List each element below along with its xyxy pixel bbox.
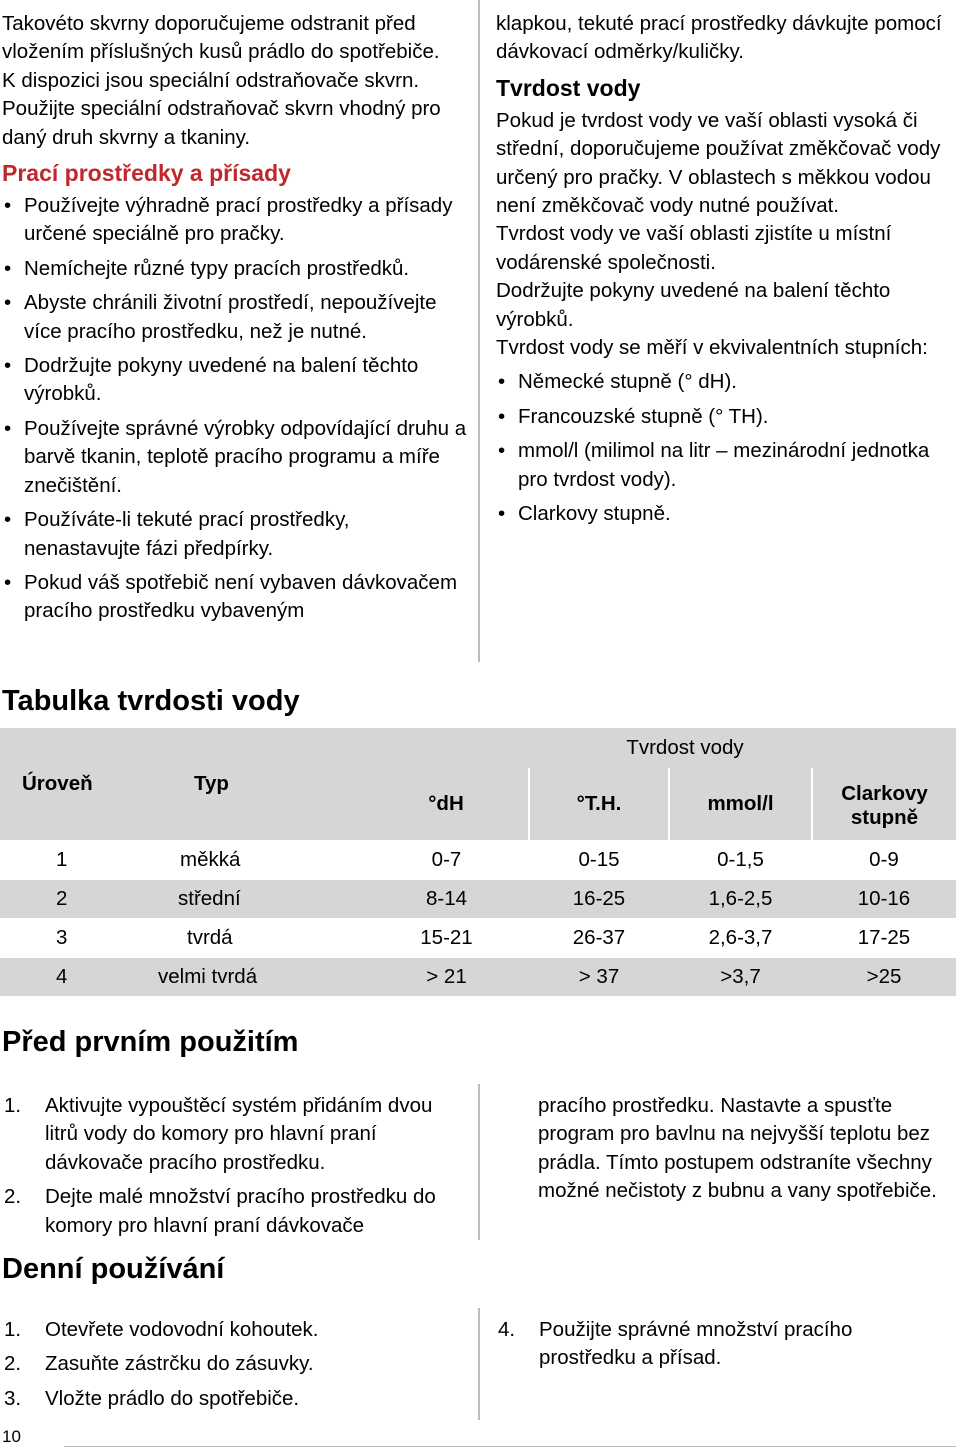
list-item: [2, 1385, 470, 1413]
cell-level: 4: [0, 957, 138, 996]
hardness-paragraph-1: Pokud je tvrdost vody ve vaší oblasti vysoká či střední, doporučujeme používat změkčovač vody určený pro pračky. V oblastech s měkkou vodou není změkčovač vody nutné používat.: [496, 108, 941, 218]
step-text: Vložte prádlo do spotřebiče.: [45, 1386, 300, 1410]
step-number: 3.: [4, 1386, 22, 1410]
cell-type: měkká: [138, 840, 364, 879]
cell-clark: 10-16: [812, 879, 956, 918]
col-header-level: Úroveň: [0, 728, 138, 840]
list-item: [2, 1183, 470, 1240]
list-item: [2, 1092, 470, 1177]
step-text: Zasuňte zástrčku do zásuvky.: [45, 1352, 314, 1376]
step-number: 1.: [4, 1318, 22, 1341]
step-text: Dejte malé množství pracího prostředku do komory pro hlavní praní dávkovače: [45, 1185, 436, 1237]
col-header-mmol: mmol/l: [669, 768, 812, 840]
cell-mmol: >3,7: [669, 957, 812, 996]
col-header-type: Typ: [138, 728, 364, 840]
cell-level: 3: [0, 918, 138, 957]
hardness-paragraph-2: Tvrdost vody ve vaší oblasti zjistíte u místní vodárenské společnosti.: [496, 222, 892, 274]
table-row: [0, 918, 956, 957]
cell-dh: > 21: [364, 957, 529, 996]
col-header-clark: Clarkovy stupně: [812, 768, 956, 840]
cell-mmol: 0-1,5: [669, 840, 812, 879]
hardness-units-list: [496, 368, 948, 528]
list-item: • Používejte výhradně prací prostředky a přísady určené speciálně pro pračky.: [2, 192, 470, 249]
cell-mmol: 1,6-2,5: [669, 879, 812, 918]
cell-th: 0-15: [529, 840, 669, 879]
intro-paragraph-2: K dispozici jsou speciální odstraňovače skvrn. Použijte speciální odstraňovač skvrn vhodný pro daný druh skvrny a tkaniny.: [2, 68, 441, 149]
hardness-table-heading: Tabulka tvrdosti vody: [2, 685, 300, 717]
cell-type: velmi tvrdá: [138, 957, 364, 996]
group-header-water-hardness: Tvrdost vody: [364, 728, 956, 768]
daily-use-steps-right: [496, 1316, 948, 1379]
cell-type: tvrdá: [138, 918, 364, 957]
list-item: [2, 1350, 470, 1378]
cell-dh: 15-21: [364, 918, 529, 957]
step-number: 2.: [4, 1185, 22, 1209]
continuation-paragraph: klapkou, tekuté prací prostředky dávkujte pomocí dávkovací odměrky/kuličky.: [496, 12, 942, 64]
step-text: Použijte správné množství pracího prostředku a přísad.: [539, 1318, 853, 1370]
cell-mmol: 2,6-3,7: [669, 918, 812, 957]
list-item: • Pokud váš spotřebič není vybaven dávkovačem pracího prostředku vybaveným: [2, 569, 470, 626]
cell-th: 26-37: [529, 918, 669, 957]
list-item: • Německé stupně (° dH).: [496, 368, 948, 396]
list-item: • Nemíchejte různé typy pracích prostředků.: [2, 255, 470, 283]
list-item: • mmol/l (milimol na litr – mezinárodní jednotka pro tvrdost vody).: [496, 437, 948, 494]
list-item: • Používáte-li tekuté prací prostředky, nenastavujte fázi předpírky.: [2, 506, 470, 563]
page-number: 10: [2, 1427, 21, 1446]
step-number: 1.: [4, 1094, 22, 1117]
water-hardness-table: [0, 728, 956, 996]
first-use-step-list: [2, 1092, 470, 1240]
step-number: 2.: [4, 1352, 22, 1376]
list-item: • Francouzské stupně (° TH).: [496, 403, 948, 431]
list-item: [2, 1316, 470, 1344]
cell-th: 16-25: [529, 879, 669, 918]
table-row: [0, 840, 956, 879]
cell-clark: 0-9: [812, 840, 956, 879]
table-row: [0, 957, 956, 996]
list-item: • Abyste chránili životní prostředí, nepoužívejte více pracího prostředku, než je nutné.: [2, 289, 470, 346]
list-item: • Používejte správné výrobky odpovídající druhu a barvě tkanin, teplotě pracího programu a míře znečištění.: [2, 415, 470, 500]
cell-clark: 17-25: [812, 918, 956, 957]
cell-clark: >25: [812, 957, 956, 996]
daily-use-step-list: [2, 1316, 470, 1413]
first-use-continuation: pracího prostředku. Nastavte a spusťte program pro bavlnu na nejvyšší teplotu bez prádla. Tímto postupem odstraníte všechny možné nečistoty z bubnu a vany spotřebiče.: [538, 1094, 937, 1203]
list-item: [496, 1316, 948, 1373]
right-column: [496, 10, 948, 535]
detergent-bullet-list: [2, 192, 470, 626]
first-use-steps: [2, 1092, 470, 1246]
cell-level: 1: [0, 840, 138, 879]
daily-use-heading: Denní používání: [2, 1253, 225, 1285]
step-text: Aktivujte vypouštěcí systém přidáním dvou litrů vody do komory pro hlavní praní dávkovače pracího prostředku.: [45, 1094, 433, 1174]
list-item: • Dodržujte pokyny uvedené na balení těchto výrobků.: [2, 352, 470, 409]
cell-dh: 0-7: [364, 840, 529, 879]
cell-type: střední: [138, 879, 364, 918]
cell-th: > 37: [529, 957, 669, 996]
col-header-th: °T.H.: [529, 768, 669, 840]
column-divider: [478, 1084, 480, 1240]
first-use-heading: Před prvním použitím: [2, 1026, 299, 1058]
table-row: [0, 879, 956, 918]
step-text: Otevřete vodovodní kohoutek.: [45, 1318, 319, 1341]
col-header-dh: °dH: [364, 768, 529, 840]
hardness-paragraph-4: Tvrdost vody se měří v ekvivalentních stupních:: [496, 336, 928, 360]
detergents-heading: Prací prostředky a přísady: [2, 160, 291, 187]
cell-dh: 8-14: [364, 879, 529, 918]
daily-use-step-list-right: [496, 1316, 948, 1373]
column-divider: [478, 0, 480, 662]
water-hardness-heading: Tvrdost vody: [496, 74, 641, 101]
hardness-paragraph-3: Dodržujte pokyny uvedené na balení těchto výrobků.: [496, 279, 891, 331]
footer-rule: [64, 1446, 956, 1447]
daily-use-steps-left: [2, 1316, 470, 1419]
intro-paragraph-1: Takovéto skvrny doporučujeme odstranit před vložením příslušných kusů prádlo do spotřebiče.: [2, 12, 440, 64]
cell-level: 2: [0, 879, 138, 918]
list-item: • Clarkovy stupně.: [496, 500, 948, 528]
left-column: [2, 10, 470, 632]
column-divider: [478, 1308, 480, 1420]
step-number: 4.: [498, 1318, 516, 1341]
